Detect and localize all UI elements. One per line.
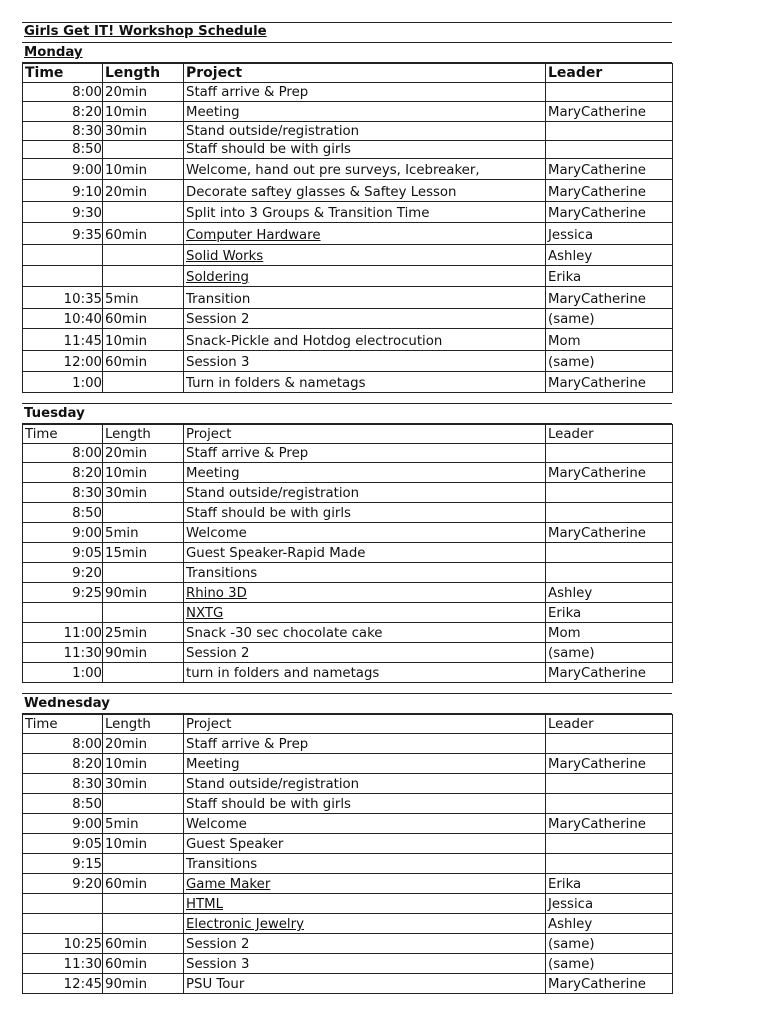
cell-leader <box>546 834 673 854</box>
cell-length <box>103 563 184 583</box>
cell-length <box>103 794 184 814</box>
cell-leader: Mom <box>546 329 673 351</box>
cell-time: 9:20 <box>23 563 103 583</box>
cell-leader: (same) <box>546 351 673 372</box>
cell-length <box>103 503 184 523</box>
cell-time: 8:00 <box>23 83 103 102</box>
project-name-underlined: Game Maker <box>186 877 271 892</box>
table-row <box>23 874 673 894</box>
table-row <box>23 563 673 583</box>
cell-time: 9:05 <box>23 834 103 854</box>
table-row <box>23 102 673 122</box>
cell-time: 9:00 <box>23 159 103 180</box>
cell-length <box>103 141 184 159</box>
day-sections <box>22 43 672 994</box>
cell-length: 90min <box>103 583 184 603</box>
cell-project: Session 2 <box>184 643 546 663</box>
cell-length: 30min <box>103 122 184 141</box>
cell-project <box>184 603 546 623</box>
cell-length <box>103 372 184 393</box>
header-leader: Leader <box>546 64 673 83</box>
table-header-row <box>23 64 673 83</box>
cell-time: 10:40 <box>23 309 103 329</box>
cell-project <box>184 245 546 266</box>
table-row <box>23 734 673 754</box>
cell-time: 8:00 <box>23 444 103 463</box>
cell-length: 10min <box>103 159 184 180</box>
cell-time: 9:00 <box>23 523 103 543</box>
cell-length <box>103 894 184 914</box>
cell-time: 1:00 <box>23 372 103 393</box>
cell-leader: Ashley <box>546 914 673 934</box>
cell-leader: (same) <box>546 309 673 329</box>
header-project: Project <box>184 715 546 734</box>
table-row <box>23 287 673 309</box>
cell-project <box>184 223 546 245</box>
cell-leader <box>546 774 673 794</box>
table-row <box>23 814 673 834</box>
cell-project: Staff should be with girls <box>184 141 546 159</box>
cell-time: 9:10 <box>23 180 103 202</box>
table-row <box>23 351 673 372</box>
cell-leader <box>546 483 673 503</box>
day-heading: Monday <box>22 43 672 63</box>
cell-time: 9:35 <box>23 223 103 245</box>
table-header-row <box>23 425 673 444</box>
cell-leader: Erika <box>546 874 673 894</box>
cell-time <box>23 894 103 914</box>
cell-time: 9:20 <box>23 874 103 894</box>
cell-length: 60min <box>103 934 184 954</box>
table-row <box>23 159 673 180</box>
cell-time: 8:50 <box>23 794 103 814</box>
table-row <box>23 245 673 266</box>
cell-length: 25min <box>103 623 184 643</box>
cell-project <box>184 894 546 914</box>
cell-project: Transition <box>184 287 546 309</box>
cell-time: 10:25 <box>23 934 103 954</box>
cell-leader: Erika <box>546 266 673 287</box>
table-row <box>23 914 673 934</box>
cell-project: Welcome <box>184 814 546 834</box>
cell-leader: Erika <box>546 603 673 623</box>
cell-project: Session 2 <box>184 309 546 329</box>
cell-time: 9:00 <box>23 814 103 834</box>
cell-time: 8:30 <box>23 483 103 503</box>
cell-project: turn in folders and nametags <box>184 663 546 683</box>
schedule-table <box>22 63 673 393</box>
project-name-underlined: Soldering <box>186 270 249 285</box>
cell-leader: MaryCatherine <box>546 663 673 683</box>
cell-project <box>184 914 546 934</box>
table-row <box>23 223 673 245</box>
cell-length: 10min <box>103 329 184 351</box>
cell-length: 60min <box>103 954 184 974</box>
header-project: Project <box>184 425 546 444</box>
cell-project: Session 3 <box>184 954 546 974</box>
cell-time: 10:35 <box>23 287 103 309</box>
header-time: Time <box>23 715 103 734</box>
cell-project: PSU Tour <box>184 974 546 994</box>
cell-leader: (same) <box>546 954 673 974</box>
table-row <box>23 180 673 202</box>
table-row <box>23 372 673 393</box>
cell-project: Session 3 <box>184 351 546 372</box>
cell-project: Session 2 <box>184 934 546 954</box>
cell-project: Snack-Pickle and Hotdog electrocution <box>184 329 546 351</box>
cell-time: 11:45 <box>23 329 103 351</box>
cell-length: 20min <box>103 734 184 754</box>
cell-length <box>103 914 184 934</box>
cell-length <box>103 663 184 683</box>
cell-length: 10min <box>103 754 184 774</box>
cell-leader: MaryCatherine <box>546 754 673 774</box>
cell-project: Stand outside/registration <box>184 774 546 794</box>
cell-project: Transitions <box>184 563 546 583</box>
table-row <box>23 643 673 663</box>
cell-leader <box>546 543 673 563</box>
cell-leader <box>546 854 673 874</box>
header-length: Length <box>103 64 184 83</box>
cell-project: Staff arrive & Prep <box>184 734 546 754</box>
cell-length: 20min <box>103 180 184 202</box>
cell-time: 8:20 <box>23 754 103 774</box>
cell-length <box>103 266 184 287</box>
table-row <box>23 543 673 563</box>
cell-leader <box>546 83 673 102</box>
schedule-table <box>22 424 673 683</box>
cell-time <box>23 914 103 934</box>
schedule-table <box>22 714 673 994</box>
cell-leader: MaryCatherine <box>546 523 673 543</box>
cell-project: Stand outside/registration <box>184 122 546 141</box>
table-row <box>23 623 673 643</box>
cell-leader: Jessica <box>546 894 673 914</box>
cell-time: 12:00 <box>23 351 103 372</box>
section-spacer <box>22 393 672 403</box>
cell-project: Decorate saftey glasses & Saftey Lesson <box>184 180 546 202</box>
cell-leader: MaryCatherine <box>546 287 673 309</box>
table-row <box>23 329 673 351</box>
project-name-underlined: Rhino 3D <box>186 586 247 601</box>
table-row <box>23 583 673 603</box>
cell-time: 9:25 <box>23 583 103 603</box>
cell-time <box>23 245 103 266</box>
table-row <box>23 754 673 774</box>
header-project: Project <box>184 64 546 83</box>
cell-leader: Mom <box>546 623 673 643</box>
table-row <box>23 523 673 543</box>
project-name-underlined: Computer Hardware <box>186 228 321 243</box>
cell-leader: (same) <box>546 643 673 663</box>
table-header-row <box>23 715 673 734</box>
cell-length: 5min <box>103 814 184 834</box>
cell-project: Snack -30 sec chocolate cake <box>184 623 546 643</box>
table-row <box>23 444 673 463</box>
cell-time: 1:00 <box>23 663 103 683</box>
cell-length: 5min <box>103 523 184 543</box>
cell-leader <box>546 444 673 463</box>
table-row <box>23 834 673 854</box>
cell-leader <box>546 563 673 583</box>
cell-project: Split into 3 Groups & Transition Time <box>184 202 546 223</box>
cell-project: Guest Speaker <box>184 834 546 854</box>
header-time: Time <box>23 64 103 83</box>
cell-length: 60min <box>103 223 184 245</box>
cell-length: 90min <box>103 643 184 663</box>
day-section-wednesday <box>22 683 672 994</box>
cell-time: 8:20 <box>23 102 103 122</box>
cell-length: 5min <box>103 287 184 309</box>
cell-length: 10min <box>103 463 184 483</box>
header-leader: Leader <box>546 715 673 734</box>
cell-leader: MaryCatherine <box>546 814 673 834</box>
cell-time: 8:00 <box>23 734 103 754</box>
header-length: Length <box>103 715 184 734</box>
cell-leader: MaryCatherine <box>546 202 673 223</box>
project-name-underlined: HTML <box>186 897 224 912</box>
table-row <box>23 141 673 159</box>
cell-project: Staff arrive & Prep <box>184 444 546 463</box>
cell-leader: MaryCatherine <box>546 102 673 122</box>
cell-length <box>103 603 184 623</box>
cell-time <box>23 603 103 623</box>
cell-time: 8:50 <box>23 503 103 523</box>
project-name-underlined: Solid Works <box>186 249 264 264</box>
header-leader: Leader <box>546 425 673 444</box>
cell-length: 15min <box>103 543 184 563</box>
cell-leader: MaryCatherine <box>546 974 673 994</box>
table-row <box>23 122 673 141</box>
cell-leader: Ashley <box>546 245 673 266</box>
schedule-title: Girls Get IT! Workshop Schedule <box>22 22 672 43</box>
cell-time: 11:30 <box>23 954 103 974</box>
day-section-tuesday <box>22 393 672 683</box>
cell-length: 10min <box>103 102 184 122</box>
header-time: Time <box>23 425 103 444</box>
header-length: Length <box>103 425 184 444</box>
table-row <box>23 309 673 329</box>
table-row <box>23 774 673 794</box>
workshop-schedule-sheet <box>22 22 672 994</box>
cell-leader: Jessica <box>546 223 673 245</box>
table-row <box>23 83 673 102</box>
cell-project: Turn in folders & nametags <box>184 372 546 393</box>
section-spacer <box>22 683 672 693</box>
cell-time: 9:15 <box>23 854 103 874</box>
cell-leader: MaryCatherine <box>546 159 673 180</box>
cell-time: 8:50 <box>23 141 103 159</box>
cell-length: 90min <box>103 974 184 994</box>
cell-project: Welcome, hand out pre surveys, Icebreaker, <box>184 159 546 180</box>
cell-leader <box>546 503 673 523</box>
cell-length: 10min <box>103 834 184 854</box>
table-row <box>23 974 673 994</box>
cell-leader <box>546 141 673 159</box>
cell-leader: MaryCatherine <box>546 463 673 483</box>
table-row <box>23 266 673 287</box>
cell-length <box>103 245 184 266</box>
cell-project: Staff arrive & Prep <box>184 83 546 102</box>
cell-length <box>103 202 184 223</box>
cell-leader: MaryCatherine <box>546 372 673 393</box>
table-row <box>23 854 673 874</box>
cell-leader: (same) <box>546 934 673 954</box>
cell-project: Meeting <box>184 463 546 483</box>
cell-project: Staff should be with girls <box>184 794 546 814</box>
day-section-monday <box>22 43 672 393</box>
cell-project: Transitions <box>184 854 546 874</box>
cell-time: 8:30 <box>23 122 103 141</box>
cell-leader <box>546 122 673 141</box>
cell-time: 9:30 <box>23 202 103 223</box>
cell-length: 20min <box>103 83 184 102</box>
cell-time <box>23 266 103 287</box>
project-name-underlined: NXTG <box>186 606 224 621</box>
cell-project <box>184 583 546 603</box>
cell-time: 11:30 <box>23 643 103 663</box>
cell-project: Guest Speaker-Rapid Made <box>184 543 546 563</box>
cell-time: 11:00 <box>23 623 103 643</box>
cell-leader: Ashley <box>546 583 673 603</box>
cell-project: Meeting <box>184 754 546 774</box>
table-row <box>23 603 673 623</box>
day-heading: Tuesday <box>22 403 672 424</box>
cell-leader: MaryCatherine <box>546 180 673 202</box>
table-row <box>23 202 673 223</box>
cell-length: 60min <box>103 874 184 894</box>
cell-time: 8:20 <box>23 463 103 483</box>
day-heading: Wednesday <box>22 693 672 714</box>
cell-project: Stand outside/registration <box>184 483 546 503</box>
cell-leader <box>546 734 673 754</box>
cell-length <box>103 854 184 874</box>
cell-time: 8:30 <box>23 774 103 794</box>
cell-leader <box>546 794 673 814</box>
cell-length: 60min <box>103 309 184 329</box>
cell-length: 60min <box>103 351 184 372</box>
cell-project <box>184 266 546 287</box>
table-row <box>23 483 673 503</box>
cell-project <box>184 874 546 894</box>
table-row <box>23 463 673 483</box>
table-row <box>23 794 673 814</box>
cell-time: 9:05 <box>23 543 103 563</box>
cell-time: 12:45 <box>23 974 103 994</box>
project-name-underlined: Electronic Jewelry <box>186 917 304 932</box>
table-row <box>23 663 673 683</box>
table-row <box>23 894 673 914</box>
table-row <box>23 954 673 974</box>
table-row <box>23 503 673 523</box>
cell-project: Staff should be with girls <box>184 503 546 523</box>
cell-project: Welcome <box>184 523 546 543</box>
cell-length: 30min <box>103 483 184 503</box>
table-row <box>23 934 673 954</box>
cell-length: 20min <box>103 444 184 463</box>
cell-length: 30min <box>103 774 184 794</box>
cell-project: Meeting <box>184 102 546 122</box>
